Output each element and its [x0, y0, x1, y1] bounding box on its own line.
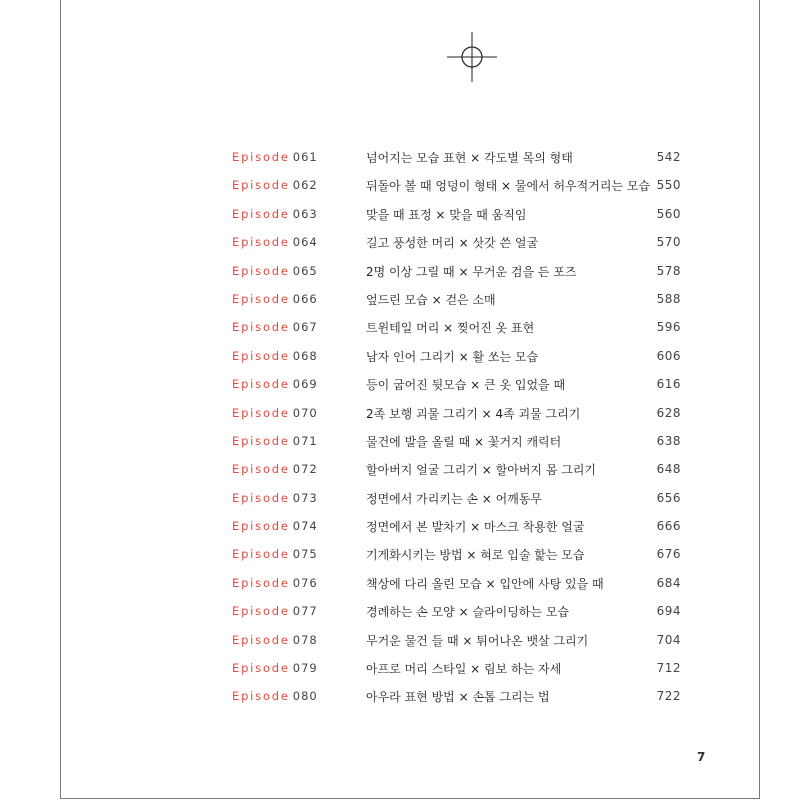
episode-label	[232, 320, 318, 334]
episode-number: 068	[292, 348, 318, 363]
episode-label	[232, 491, 318, 505]
episode-word: Episode	[232, 575, 290, 590]
episode-title: 트윈테일 머리 × 찢어진 옷 표현	[366, 321, 535, 336]
episode-word: Episode	[232, 632, 290, 647]
toc-entry	[61, 174, 761, 202]
episode-label	[232, 576, 318, 590]
page-number: 7	[697, 750, 706, 764]
episode-number: 063	[292, 206, 318, 221]
toc-entry	[61, 487, 761, 515]
episode-page-number: 676	[656, 547, 681, 562]
episode-title: 맞을 때 표정 × 맞을 때 움직임	[366, 207, 527, 222]
episode-label	[232, 178, 318, 192]
episode-label	[232, 406, 318, 420]
episode-page-number: 712	[656, 661, 681, 676]
episode-number: 076	[292, 575, 318, 590]
toc-entry	[61, 316, 761, 344]
episode-label	[232, 434, 318, 448]
episode-number: 069	[292, 377, 318, 392]
toc-entry	[61, 288, 761, 316]
episode-word: Episode	[232, 405, 290, 420]
episode-page-number: 596	[656, 320, 681, 335]
episode-label	[232, 235, 318, 249]
episode-title: 2명 이상 그릴 때 × 무거운 검을 든 포즈	[366, 264, 577, 279]
episode-word: Episode	[232, 235, 290, 250]
episode-title: 할아버지 얼굴 그리기 × 할아버지 몸 그리기	[366, 463, 597, 478]
episode-number: 079	[292, 661, 318, 676]
toc-entry	[61, 231, 761, 259]
episode-word: Episode	[232, 519, 290, 534]
episode-word: Episode	[232, 661, 290, 676]
episode-title: 아우라 표현 방법 × 손톱 그리는 법	[366, 690, 550, 705]
toc-entry	[61, 572, 761, 600]
episode-number: 061	[292, 150, 318, 164]
episode-page-number: 704	[656, 632, 681, 647]
episode-label	[232, 462, 318, 476]
episode-label	[232, 264, 318, 278]
episode-page-number: 542	[656, 150, 681, 164]
episode-title: 뒤돌아 볼 때 엉덩이 형태 × 물에서 허우적거리는 모습	[366, 179, 651, 194]
episode-title: 정면에서 가리키는 손 × 어깨동무	[366, 491, 543, 506]
episode-title: 넘어지는 모습 표현 × 각도별 목의 형태	[366, 151, 573, 165]
episode-page-number: 588	[656, 291, 681, 306]
episode-number: 067	[292, 320, 318, 335]
episode-title: 물건에 발을 올릴 때 × 꽃거지 캐릭터	[366, 434, 562, 449]
episode-word: Episode	[232, 462, 290, 477]
episode-label	[232, 633, 318, 647]
toc-entry	[61, 685, 761, 713]
toc-entry	[61, 515, 761, 543]
episode-label	[232, 349, 318, 363]
episode-number: 080	[292, 689, 318, 704]
toc-entry	[61, 146, 761, 174]
episode-page-number: 666	[656, 519, 681, 534]
book-page	[60, 0, 760, 799]
episode-title: 2족 보행 괴물 그리기 × 4족 괴물 그리기	[366, 406, 581, 421]
episode-word: Episode	[232, 263, 290, 278]
episode-title: 길고 풍성한 머리 × 삿갓 쓴 얼굴	[366, 236, 539, 251]
toc-entry	[61, 543, 761, 571]
episode-page-number: 550	[656, 178, 681, 193]
crosshair-icon	[447, 32, 497, 82]
episode-number: 072	[292, 462, 318, 477]
toc-entry	[61, 657, 761, 685]
episode-label	[232, 604, 318, 618]
episode-title: 정면에서 본 발차기 × 마스크 착용한 얼굴	[366, 520, 585, 535]
episode-page-number: 722	[656, 689, 681, 704]
episode-page-number: 616	[656, 377, 681, 392]
episode-number: 070	[292, 405, 318, 420]
episode-label	[232, 519, 318, 533]
toc-entry	[61, 203, 761, 231]
episode-number: 064	[292, 235, 318, 250]
episode-label	[232, 207, 318, 221]
toc-entry	[61, 629, 761, 657]
episode-page-number: 560	[656, 206, 681, 221]
episode-page-number: 578	[656, 263, 681, 278]
toc-entry	[61, 402, 761, 430]
episode-page-number: 638	[656, 433, 681, 448]
episode-number: 077	[292, 604, 318, 619]
episode-word: Episode	[232, 604, 290, 619]
episode-number: 065	[292, 263, 318, 278]
episode-word: Episode	[232, 150, 290, 164]
episode-number: 078	[292, 632, 318, 647]
episode-word: Episode	[232, 348, 290, 363]
episode-number: 071	[292, 433, 318, 448]
episode-title: 경례하는 손 모양 × 슬라이딩하는 모습	[366, 605, 570, 620]
episode-title: 무거운 물건 들 때 × 튀어나온 뱃살 그리기	[366, 633, 589, 648]
episode-word: Episode	[232, 377, 290, 392]
episode-number: 074	[292, 519, 318, 534]
episode-label	[232, 377, 318, 391]
episode-label	[232, 150, 318, 164]
toc-entry	[61, 430, 761, 458]
episode-word: Episode	[232, 178, 290, 193]
episode-page-number: 656	[656, 490, 681, 505]
episode-page-number: 606	[656, 348, 681, 363]
episode-word: Episode	[232, 320, 290, 335]
episode-number: 073	[292, 490, 318, 505]
table-of-contents	[61, 146, 761, 714]
episode-page-number: 694	[656, 604, 681, 619]
episode-title: 엎드린 모습 × 걷은 소매	[366, 292, 496, 307]
episode-page-number: 648	[656, 462, 681, 477]
episode-page-number: 684	[656, 575, 681, 590]
toc-entry	[61, 458, 761, 486]
episode-word: Episode	[232, 547, 290, 562]
episode-number: 066	[292, 291, 318, 306]
episode-title: 등이 굽어진 뒷모습 × 큰 옷 입었을 때	[366, 378, 566, 393]
toc-entry	[61, 345, 761, 373]
episode-page-number: 628	[656, 405, 681, 420]
episode-label	[232, 547, 318, 561]
episode-title: 남자 인어 그리기 × 활 쏘는 모습	[366, 349, 539, 364]
episode-label	[232, 661, 318, 675]
episode-word: Episode	[232, 433, 290, 448]
toc-entry	[61, 600, 761, 628]
episode-label	[232, 292, 318, 306]
episode-number: 062	[292, 178, 318, 193]
episode-word: Episode	[232, 206, 290, 221]
toc-entry	[61, 260, 761, 288]
episode-word: Episode	[232, 689, 290, 704]
episode-title: 아프로 머리 스타일 × 림보 하는 자세	[366, 662, 562, 677]
episode-word: Episode	[232, 291, 290, 306]
episode-number: 075	[292, 547, 318, 562]
episode-title: 책상에 다리 올린 모습 × 입안에 사탕 있을 때	[366, 576, 604, 591]
episode-title: 기게화시키는 방법 × 혀로 입술 핥는 모습	[366, 548, 585, 563]
episode-label	[232, 689, 318, 703]
toc-entry	[61, 373, 761, 401]
episode-word: Episode	[232, 490, 290, 505]
episode-page-number: 570	[656, 235, 681, 250]
